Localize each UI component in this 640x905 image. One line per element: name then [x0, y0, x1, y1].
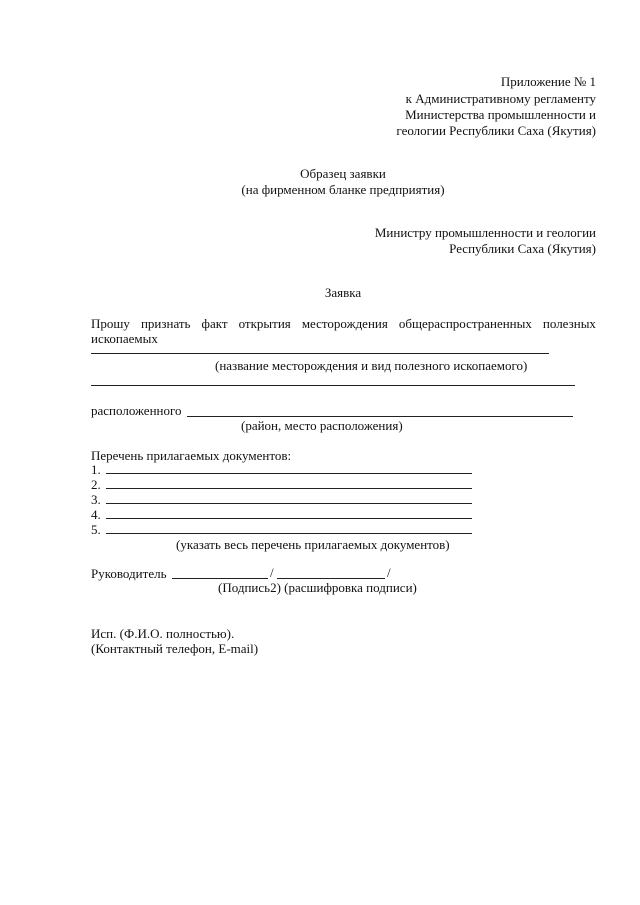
request-word: полезных [542, 316, 596, 331]
document-item-field[interactable] [106, 488, 472, 489]
signature-label: Руководитель [91, 566, 167, 581]
appendix-republic: геологии Республики Саха (Якутия) [396, 123, 596, 138]
request-word: факт [201, 316, 228, 331]
executor-name: Исп. (Ф.И.О. полностью). [91, 626, 235, 641]
location-caption: (район, место расположения) [241, 418, 403, 433]
document-item-number: 1. [91, 462, 101, 477]
document-item-number: 2. [91, 477, 101, 492]
request-word: месторождения [301, 316, 388, 331]
request-line1 [91, 316, 596, 332]
sample-subtitle: (на фирменном бланке предприятия) [241, 182, 445, 197]
sample-title: Образец заявки [300, 166, 386, 181]
document-item-number: 4. [91, 507, 101, 522]
document-item-field[interactable] [106, 473, 472, 474]
request-word: Прошу [91, 316, 130, 331]
request-word: общераспространенных [398, 316, 532, 331]
document-item-field[interactable] [106, 503, 472, 504]
signature-separator: / [270, 565, 274, 580]
document-item-number: 5. [91, 522, 101, 537]
documents-heading: Перечень прилагаемых документов: [91, 448, 292, 463]
request-line2: ископаемых [91, 331, 158, 346]
signature-caption: (Подпись2) (расшифровка подписи) [218, 580, 417, 595]
document-title: Заявка [324, 285, 362, 300]
request-word: признать [140, 316, 191, 331]
location-field[interactable] [187, 416, 573, 417]
signature-field[interactable] [172, 578, 268, 579]
executor-contact: (Контактный телефон, E-mail) [91, 641, 259, 656]
request-word: открытия [238, 316, 291, 331]
deposit-extra-field[interactable] [91, 385, 575, 386]
appendix-regulation: к Административному регламенту [405, 91, 596, 106]
signature-decoding-field[interactable] [277, 578, 385, 579]
appendix-ministry: Министерства промышленности и [405, 107, 596, 122]
document-item-number: 3. [91, 492, 101, 507]
document-item-field[interactable] [106, 518, 472, 519]
addressee-line2: Республики Саха (Якутия) [449, 241, 596, 256]
appendix-number: Приложение № 1 [500, 74, 596, 89]
deposit-name-caption: (название месторождения и вид полезного ископаемого) [215, 358, 528, 373]
signature-separator: / [387, 565, 391, 580]
deposit-name-field[interactable] [91, 353, 549, 354]
location-label: расположенного [91, 403, 182, 418]
document-item-field[interactable] [106, 533, 472, 534]
addressee-line1: Министру промышленности и геологии [374, 225, 596, 240]
documents-caption: (указать весь перечень прилагаемых документов) [176, 537, 450, 552]
